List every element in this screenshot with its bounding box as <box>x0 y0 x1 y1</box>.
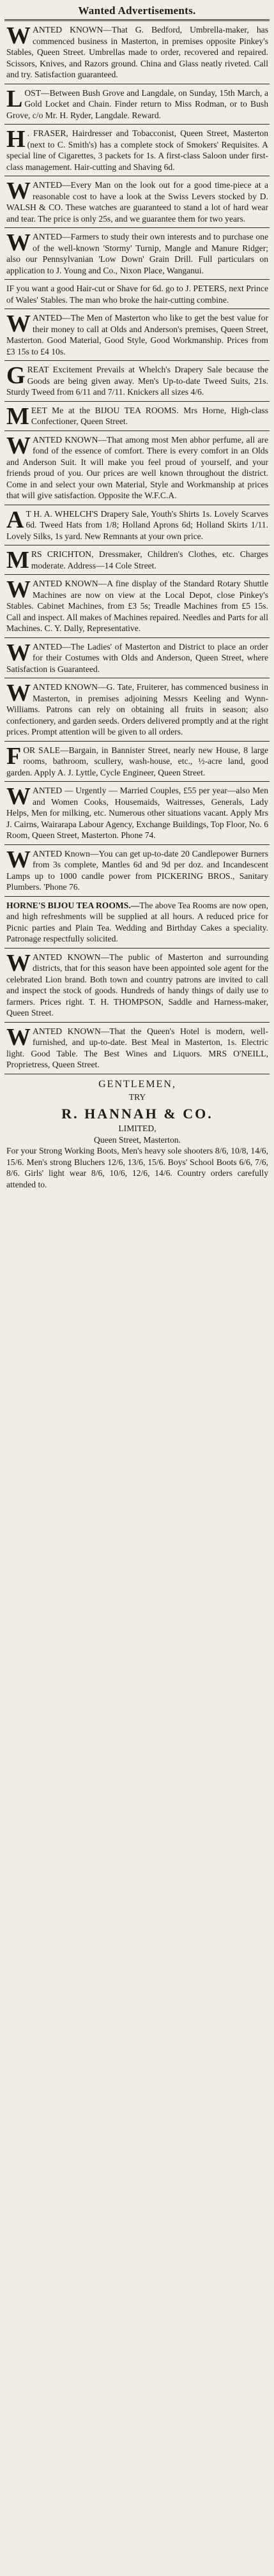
ads-list <box>4 21 270 1074</box>
hannah-ad <box>4 1074 270 1194</box>
ad-text: ANTED—The Ladies' of Masterton and District to place an order for their Costumes with Olds and Anderson, Queen Street, where Satisfaction is Guaranteed. <box>6 641 268 674</box>
ad-text: ANTED—Every Man on the look out for a good time-piece at a reasonable cost to have a look at the Swiss Levers stocked by D. WALSH & CO. These watches are guaranteed to stand a lot of hard wear and tear. The price is only 25s, and we guarantee them for two years. <box>6 180 268 224</box>
drop-cap: A <box>6 506 24 533</box>
advertisement <box>4 431 270 505</box>
advertisement <box>4 361 270 401</box>
drop-cap: G <box>6 362 26 389</box>
drop-cap: W <box>6 1023 31 1051</box>
drop-cap: W <box>6 178 31 204</box>
drop-cap: W <box>6 310 31 337</box>
advertisement <box>4 845 270 896</box>
hannah-address: Queen Street, Masterton. <box>94 1134 181 1145</box>
advertisement <box>4 125 270 176</box>
advertisement <box>4 545 270 574</box>
ad-text: ANTED Known—You can get up-to-date 20 Candlepower Burners from 3s complete, Mantles 6d and 9d per doz. and Incandescent Lamps up to 1000 candle power from PICKERING BROS., Sanitary Plumbers. 'Phone 76. <box>6 848 268 892</box>
hannah-try: TRY <box>128 1092 146 1102</box>
drop-cap: W <box>6 949 31 977</box>
hannah-heading: GENTLEMEN, <box>98 1078 176 1090</box>
advertisement <box>4 678 270 741</box>
ad-text: REAT Excitement Prevails at Whelch's Drapery Sale because the Goods are being given away. Men's Up-to-date Tweed Suits, 21s. Sturdy Tweed from 6/11 and 7/11. Knickers all sizes 4/6. <box>6 365 268 397</box>
hannah-limited: LIMITED, <box>118 1124 156 1133</box>
drop-cap: M <box>6 547 29 574</box>
section-title: Wanted Advertisements. <box>78 4 196 17</box>
ad-headline: HORNE'S BIJOU TEA ROOMS.— <box>6 900 140 910</box>
advertisement <box>4 280 270 309</box>
advertisement <box>4 949 270 1022</box>
hannah-text: For your Strong Working Boots, Men's heavy sole shooters 8/6, 10/8, 14/6, 15/6. Men's strong Bluchers 12/6, 13/6, 15/6. Boys' School Boots 6/6, 7/6, 8/6. Girls' light wear 8/6, 10/6, 12/6, 14/6. Country orders carefully attended to. <box>6 1146 268 1189</box>
drop-cap: L <box>6 85 23 112</box>
ad-text: ANTED — Urgently — Married Couples, £55 per year—also Men and Women Cooks, Housemaids, Waitresses, Generals, Lady Helps, Men for milking, etc. Numerous other situations vacant. Apply Mrs J. Cairns, Wairarapa Labour Agency, Exchange Buildings, Top Floor, No. 6 Room, Queen Street, Masterton. Phone 74. <box>6 786 268 840</box>
hannah-firm: R. HANNAH & CO. <box>61 1106 213 1122</box>
drop-cap: W <box>6 639 31 666</box>
advertisement <box>4 638 270 678</box>
ad-text: ANTED KNOWN—G. Tate, Fruiterer, has commenced business in Masterton, in premises adjoining Messrs Keeling and Wynn-Williams. Patrons can rely on obtaining all fruits in season; also confectionery, and garden seeds. Orders delivered promptly and at the right prices. Prompt attention will be given to all orders. <box>6 682 268 736</box>
ad-text: ANTED KNOWN—A fine display of the Standard Rotary Shuttle Machines are now on view at the Local Depot, close Pinkey's Stables. Cabinet Machines, from £3 5s; Treadle Machines from £5 15s. Call and inspect. All makes of Machines repaired. Needles and Parts for all Machines. C. Y. Dally, Representative. <box>6 579 268 633</box>
ad-text: ANTED KNOWN—That the Queen's Hotel is modern, well-furnished, and up-to-date. Best Meal in Masterton, 1s. Electric light. Good Table. The Best Wines and Liquors. MRS O'NEILL, Proprietress, Queen Street. <box>6 1026 268 1069</box>
advertisement <box>4 176 270 227</box>
ad-text: T H. A. WHELCH'S Drapery Sale, Youth's Shirts 1s. Lovely Scarves 6d. Tweed Hats from 1/8; Holland Aprons 6d; Holland Skirts 1/11. Lovely Silks, 1s yard. New Remnants at your own price. <box>6 508 268 541</box>
drop-cap: W <box>6 846 31 873</box>
drop-cap: W <box>6 680 31 706</box>
ad-text: ANTED—Farmers to study their own interests and to purchase one of the well-known 'Stormy' Turnip, Mangle and Manure Ridger; also our Pennsylvanian 'Low Down' Grain Drill. Full particulars on application to J. Young and Co., Nixon Place, Wanganui. <box>6 232 268 275</box>
ad-text: . FRASER, Hairdresser and Tobacconist, Queen Street, Masterton (next to C. Smith's) has a complete stock of Smokers' Requisites. A special line of Cigarettes, 3 packets for 1s. A first-class Saloon under first-class management. Hair-cutting and Shaving 6d. <box>6 128 268 172</box>
advertisement <box>4 402 270 431</box>
drop-cap: W <box>6 229 31 256</box>
advertisement <box>4 742 270 782</box>
ad-text: ANTED KNOWN—That among most Men abhor perfume, all are fond of the essence of comfort. There is every comfort in an Olds and Anderson Suit. It will make you feel proud of yourself, and your friends proud of you. Our prices are well known throughout the district. Come in and select your own Material, Style and Workmanship at prices that will give satisfaction. Opposite the W.F.C.A. <box>6 434 268 500</box>
drop-cap: W <box>6 432 31 459</box>
ad-text: EET Me at the BIJOU TEA ROOMS. Mrs Horne, High-class Confectioner, Queen Street. <box>31 405 268 426</box>
ad-text: The above Tea Rooms are now open, and high refreshments will be supplied at all hours. A reduced price for Picnic parties and Plain Tea. Wedding and Birthday Cakes a speciality. Patronage respectfully solicited. <box>6 900 268 943</box>
drop-cap: H <box>6 126 26 153</box>
ad-text: ANTED—The Men of Masterton who like to get the best value for their money to call at Olds and Anderson's premises, Queen Street, Masterton. Good Material, Good Style, Good Workmanship. Prices from £3 15s to £4 10s. <box>6 313 268 356</box>
drop-cap: F <box>6 742 22 770</box>
drop-cap: M <box>6 402 29 430</box>
drop-cap: W <box>6 22 31 49</box>
ad-text: RS CRICHTON, Dressmaker, Children's Clothes, etc. Charges moderate. Address—14 Cole Street. <box>31 549 268 570</box>
advertisement <box>4 505 270 545</box>
advertisement <box>4 782 270 844</box>
drop-cap: W <box>6 783 31 810</box>
advertisement <box>4 21 270 84</box>
ad-text: OR SALE—Bargain, in Bannister Street, nearly new House, 8 large rooms, bathroom, scullery, wash-house, etc., ½-acre land, good garden. Apply A. J. Lyttle, Cycle Engineer, Queen Street. <box>6 745 268 777</box>
advertisement <box>4 228 270 279</box>
ad-text: OST—Between Bush Grove and Langdale, on Sunday, 15th March, a Gold Locket and Chain. Finder return to Miss Rodman, or to Bush Grove, c/o Mr. H. Ryder, Langdale. Reward. <box>6 88 268 120</box>
advertisement <box>4 84 270 125</box>
advertisement <box>4 897 270 948</box>
ad-text: ANTED KNOWN—The public of Masterton and surrounding districts, that for this season have been appointed sole agent for the celebrated Lion brand. Both town and country patrons are invited to call and inspect the stock of goods. Hundreds of handy things of daily use to farmers. Prices right. T. H. THOMPSON, Saddle and Harness-maker, Queen Street. <box>6 952 268 1017</box>
advertisement <box>4 575 270 637</box>
advertisement <box>4 1023 270 1074</box>
drop-cap: W <box>6 576 31 603</box>
ad-text: ANTED KNOWN—That G. Bedford, Umbrella-maker, has commenced business in Masterton, in premises opposite Pinkey's Stables, Queen Street. Umbrellas made to order, recovered and repaired. Scissors, Knives, and Razors ground. China and Glass neatly riveted. Call and try. Satisfaction guaranteed. <box>6 25 268 79</box>
ad-text: IF you want a good Hair-cut or Shave for 6d. go to J. PETERS, next Prince of Wales' Stables. The man who broke the hair-cutting combine. <box>6 284 268 305</box>
advertisement <box>4 309 270 360</box>
